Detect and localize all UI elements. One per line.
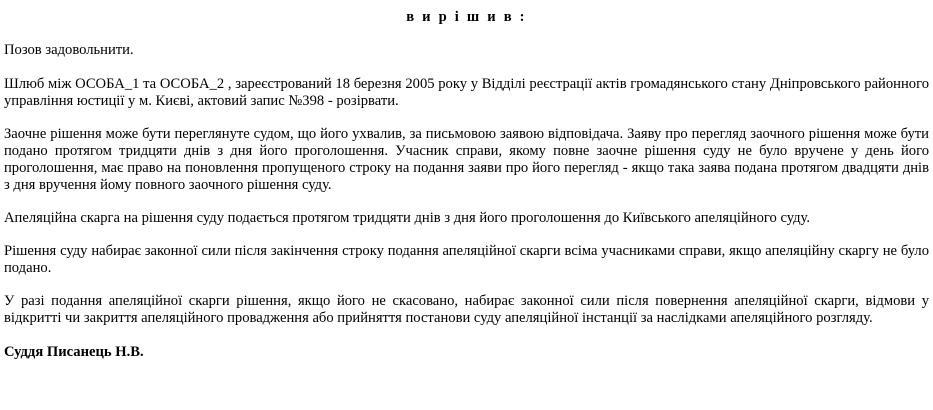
paragraph-appeal-deadline: Апеляційна скарга на рішення суду подається протягом тридцяти днів з дня його проголошення до Київського апеляційного суду. xyxy=(4,210,811,226)
judge-signature: Суддя Писанець Н.В. xyxy=(4,344,144,360)
paragraph-marriage-dissolution: Шлюб між ОСОБА_1 та ОСОБА_2 , зареєстрований 18 березня 2005 року у Відділі реєстрації актів громадянського стану Дніпровського районного управління юстиції у м. Києві, актовий запис №398 - розірвати. xyxy=(4,76,929,109)
paragraph-entry-into-force: Рішення суду набирає законної сили після закінчення строку подання апеляційної скарги всіма учасниками справи, якщо апеляційну скаргу не було подано. xyxy=(4,243,929,276)
paragraph-default-judgment-review: Заочне рішення може бути переглянуте судом, що його ухвалив, за письмовою заявою відповідача. Заяву про перегляд заочного рішення може бути подано протягом тридцяти днів з дня його проголошення. Учасник справи, якому повне заочне рішення суду не було вручене у день його проголошення, має право на поновлення пропущеного строку на подання заяви про його перегляд - якщо така заява подана протягом двадцяти днів з дня вручення йому повного заочного рішення суду. xyxy=(4,126,929,193)
paragraph-appeal-effect: У разі подання апеляційної скарги рішення, якщо його не скасовано, набирає законної сили після повернення апеляційної скарги, відмови у відкритті чи закриття апеляційного провадження або прийняття постанови суду апеляційної інстанції за наслідками апеляційного розгляду. xyxy=(4,293,929,326)
court-decision-document xyxy=(0,9,933,361)
decision-heading: в и р і ш и в : xyxy=(406,9,527,25)
paragraph-claim-granted: Позов задовольнити. xyxy=(4,42,134,58)
